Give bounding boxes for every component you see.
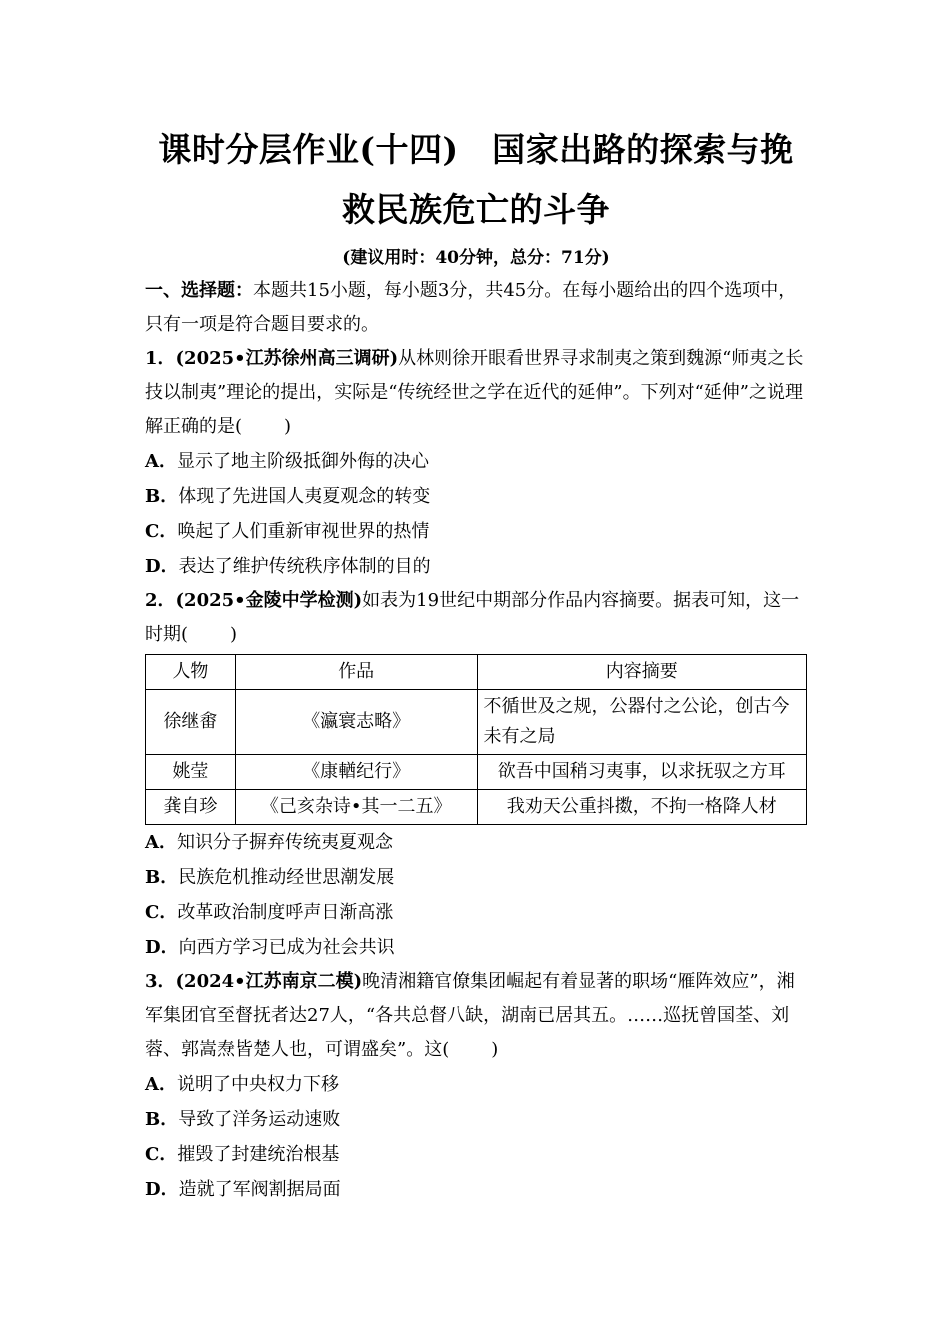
question-1-option-b: B．体现了先进国人夷夏观念的转变 — [145, 486, 431, 507]
table-cell-person: 姚莹 — [146, 755, 236, 790]
question-3-source: (2024•江苏南京二模) — [175, 971, 363, 992]
question-2-option-c: C．改革政治制度呼声日渐高涨 — [145, 902, 394, 923]
table-row — [146, 690, 807, 755]
table-cell-summary: 不循世及之规，公器付之公论，创古今未有之局 — [477, 690, 807, 755]
question-1-number: 1． — [145, 348, 176, 369]
question-3-option-b: B．导致了洋务运动速败 — [145, 1109, 341, 1130]
document-title-line-2: 救民族危亡的斗争 — [342, 190, 610, 229]
question-2-number: 2． — [145, 590, 176, 611]
question-3-option-c: C．摧毁了封建统治根基 — [145, 1144, 340, 1165]
question-3-text: 晚清湘籍官僚集团崛起有着显著的职场“雁阵效应”，湘军集团官至督抚者达27人，“各共总督八缺，湖南已居其五。……巡抚曾国荃、刘蓉、郭嵩焘皆楚人也，可谓盛矣”。这( — [145, 971, 795, 1060]
question-2-text: 如表为19世纪中期部分作品内容摘要。据表可知，这一时期( — [145, 590, 800, 645]
table-header-row — [146, 655, 807, 690]
table-cell-summary: 我劝天公重抖擞，不拘一格降人材 — [477, 790, 807, 825]
question-2-stem — [145, 584, 807, 652]
question-1-option-a: A．显示了地主阶级抵御外侮的决心 — [145, 451, 429, 472]
time-score-note: (建议用时：40分钟，总分：71分) — [342, 248, 610, 268]
table-header-work: 作品 — [235, 655, 477, 690]
question-1-text: 从林则徐开眼看世界寻求制夷之策到魏源“师夷之长技以制夷”理论的提出，实际是“传统经世之学在近代的延伸”。下列对“延伸”之说理解正确的是( — [145, 348, 804, 437]
question-1-option-c: C．唤起了人们重新审视世界的热情 — [145, 521, 430, 542]
question-3-stem — [145, 965, 807, 1067]
table-cell-person: 徐继畬 — [146, 690, 236, 755]
table-row — [146, 790, 807, 825]
section-1-text: 本题共15小题，每小题3分，共45分。在每小题给出的四个选项中，只有一项是符合题目要求的。 — [145, 280, 797, 335]
table-cell-summary: 欲吾中国稍习夷事，以求抚驭之方耳 — [477, 755, 807, 790]
table-header-summary: 内容摘要 — [477, 655, 807, 690]
question-2-bracket-end: ) — [230, 624, 238, 645]
table-row — [146, 755, 807, 790]
table-cell-work: 《己亥杂诗•其一二五》 — [235, 790, 477, 825]
question-3-bracket-end: ) — [491, 1039, 499, 1060]
question-3-option-d: D．造就了军阀割据局面 — [145, 1179, 341, 1200]
question-2-source: (2025•金陵中学检测) — [175, 590, 363, 611]
question-1-stem — [145, 342, 807, 444]
question-3-number: 3． — [145, 971, 176, 992]
question-2-option-d: D．向西方学习已成为社会共识 — [145, 937, 395, 958]
works-summary-table — [145, 654, 807, 825]
table-cell-work: 《康輶纪行》 — [235, 755, 477, 790]
document-page — [145, 120, 807, 1207]
question-2-option-b: B．民族危机推动经世思潮发展 — [145, 867, 395, 888]
question-2-option-a: A．知识分子摒弃传统夷夏观念 — [145, 832, 393, 853]
table-cell-work: 《瀛寰志略》 — [235, 690, 477, 755]
section-1-instructions — [145, 274, 807, 342]
question-3-option-a: A．说明了中央权力下移 — [145, 1074, 339, 1095]
question-1-source: (2025•江苏徐州高三调研) — [175, 348, 399, 369]
section-1-heading: 一、选择题： — [145, 280, 253, 301]
table-header-person: 人物 — [146, 655, 236, 690]
question-1-option-d: D．表达了维护传统秩序体制的目的 — [145, 556, 431, 577]
question-1-bracket-end: ) — [284, 416, 292, 437]
document-title-line-1: 课时分层作业(十四) 国家出路的探索与挽 — [158, 130, 794, 169]
table-cell-person: 龚自珍 — [146, 790, 236, 825]
